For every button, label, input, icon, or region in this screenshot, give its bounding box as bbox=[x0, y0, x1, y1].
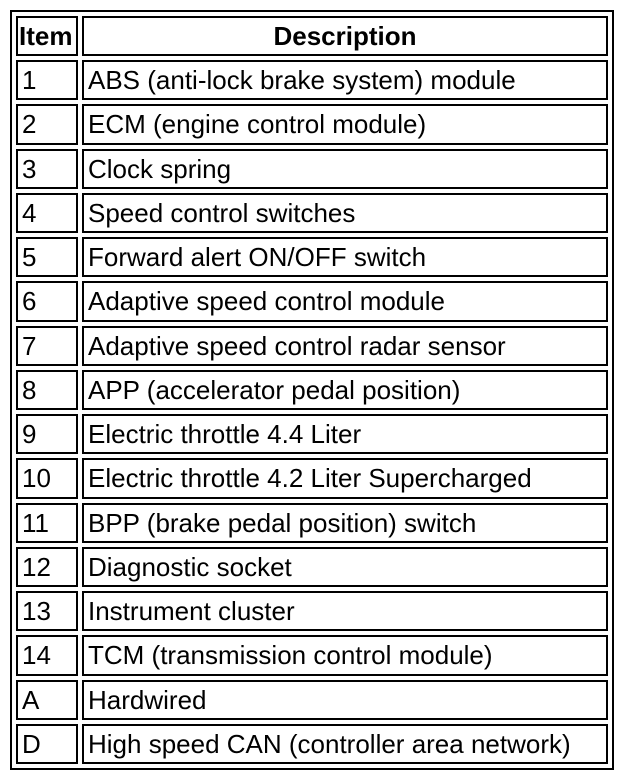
item-cell: 10 bbox=[16, 458, 78, 498]
item-cell: 1 bbox=[16, 60, 78, 100]
table-row bbox=[16, 414, 608, 454]
description-cell: BPP (brake pedal position) switch bbox=[82, 503, 608, 543]
item-cell: 6 bbox=[16, 281, 78, 321]
description-cell: Adaptive speed control module bbox=[82, 281, 608, 321]
description-cell: Electric throttle 4.2 Liter Supercharged bbox=[82, 458, 608, 498]
table-row bbox=[16, 370, 608, 410]
description-cell: ECM (engine control module) bbox=[82, 104, 608, 144]
table-header-row bbox=[16, 16, 608, 56]
item-cell: 11 bbox=[16, 503, 78, 543]
table-row bbox=[16, 591, 608, 631]
item-cell: 9 bbox=[16, 414, 78, 454]
item-column-header: Item bbox=[16, 16, 78, 56]
description-cell: APP (accelerator pedal position) bbox=[82, 370, 608, 410]
table-row bbox=[16, 503, 608, 543]
item-cell: 2 bbox=[16, 104, 78, 144]
item-cell: 13 bbox=[16, 591, 78, 631]
item-cell: 12 bbox=[16, 547, 78, 587]
description-cell: High speed CAN (controller area network) bbox=[82, 724, 608, 764]
legend-table bbox=[12, 12, 612, 768]
table-row bbox=[16, 104, 608, 144]
table-row bbox=[16, 237, 608, 277]
table-row bbox=[16, 149, 608, 189]
description-cell: Speed control switches bbox=[82, 193, 608, 233]
description-column-header: Description bbox=[82, 16, 608, 56]
table-row bbox=[16, 281, 608, 321]
table-row bbox=[16, 326, 608, 366]
description-cell: ABS (anti-lock brake system) module bbox=[82, 60, 608, 100]
description-cell: Adaptive speed control radar sensor bbox=[82, 326, 608, 366]
item-cell: 8 bbox=[16, 370, 78, 410]
description-cell: Electric throttle 4.4 Liter bbox=[82, 414, 608, 454]
table-row bbox=[16, 60, 608, 100]
table-row bbox=[16, 724, 608, 764]
item-cell: D bbox=[16, 724, 78, 764]
legend-table-frame bbox=[10, 10, 614, 770]
description-cell: Instrument cluster bbox=[82, 591, 608, 631]
item-cell: 14 bbox=[16, 635, 78, 675]
item-cell: A bbox=[16, 680, 78, 720]
table-row bbox=[16, 680, 608, 720]
description-cell: Clock spring bbox=[82, 149, 608, 189]
table-row bbox=[16, 635, 608, 675]
item-cell: 3 bbox=[16, 149, 78, 189]
table-row bbox=[16, 547, 608, 587]
table-row bbox=[16, 193, 608, 233]
table-body bbox=[16, 60, 608, 764]
item-cell: 4 bbox=[16, 193, 78, 233]
description-cell: Diagnostic socket bbox=[82, 547, 608, 587]
item-cell: 5 bbox=[16, 237, 78, 277]
description-cell: TCM (transmission control module) bbox=[82, 635, 608, 675]
item-cell: 7 bbox=[16, 326, 78, 366]
description-cell: Hardwired bbox=[82, 680, 608, 720]
table-row bbox=[16, 458, 608, 498]
description-cell: Forward alert ON/OFF switch bbox=[82, 237, 608, 277]
